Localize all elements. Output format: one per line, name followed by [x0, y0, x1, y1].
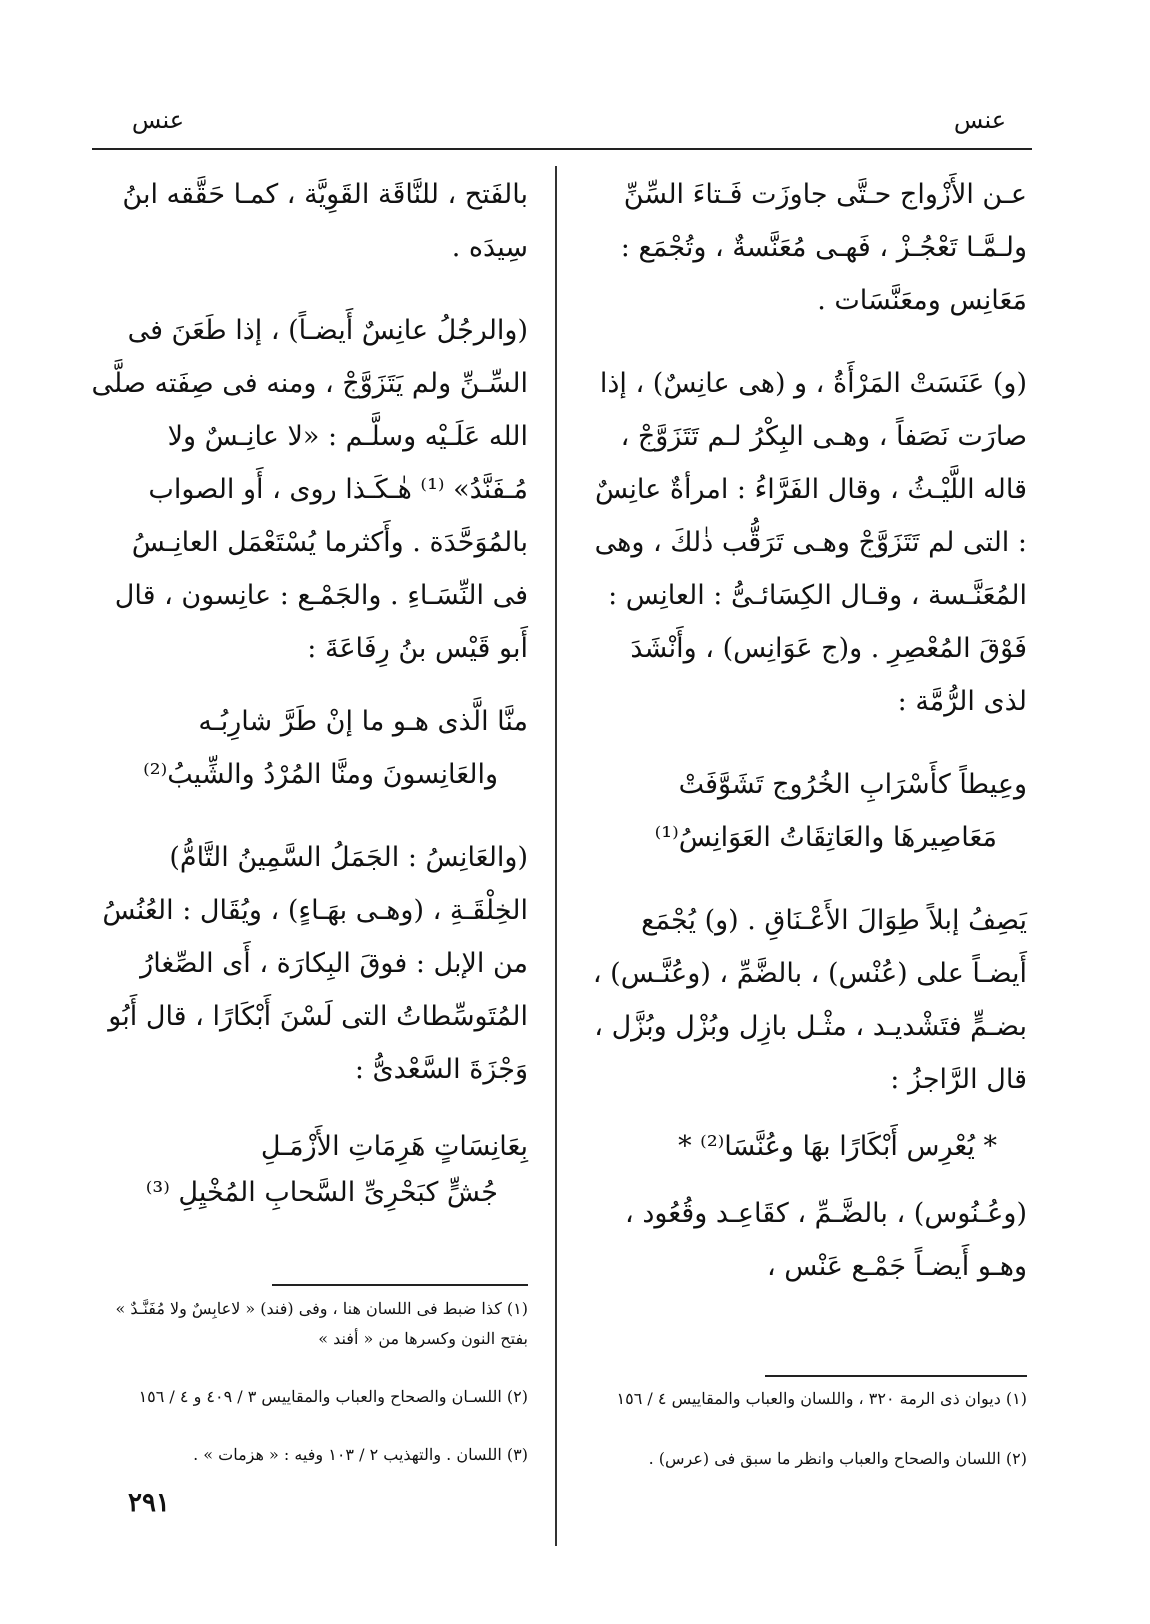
header-rule	[92, 148, 1032, 150]
left-footnote-2: (٢) اللسـان والصحاح والعباب والمقاييس ٣ / ٤٠٩ و ٤ / ١٥٦	[138, 1387, 528, 1406]
left-column	[88, 168, 528, 1213]
header-left-word: عنس	[131, 106, 185, 134]
right-footnote-2: (٢) اللسان والصحاح والعباب وانظر ما سبق فى (عرس) .	[648, 1449, 1027, 1468]
left-verse-1-line-2: والعَانِسونَ ومنَّا المُرْدُ والشِّيبُ⁽²⁾	[143, 759, 498, 790]
right-footnote-1: (١) ديوان ذى الرمة ٣٢٠ ، واللسان والعباب والمقاييس ٤ / ١٥٦	[616, 1389, 1027, 1408]
left-paragraph-3: (والعَانِسُ : الجَمَلُ السَّمِينُ التَّامُّ) الخِلْقَـةِ ، (وهـى بهَـاءٍ) ، ويُقَال : العُنُسُ من الإبل : فوقَ البِكارَة ، أَى الصِّغارُ المُتَوسِّطاتُ التى لَسْنَ أَبْكَارًا ، قال أَبُو وَجْزَةَ السَّعْدىُّ :	[102, 842, 528, 1085]
left-footnote-1: (١) كذا ضبط فى اللسان هنا ، وفى (فند) « لاعابِسٌ ولا مُفَنَّـدٌ » بفتح النون وكسرها من « أفند »	[115, 1299, 528, 1348]
left-footnote-rule	[272, 1284, 528, 1286]
column-divider	[555, 166, 557, 1546]
right-paragraph-2: (و) عَنَسَتْ المَرْأَةُ ، و (هى عانِسٌ) ، إذا صارَت نَصَفاً ، وهـى البِكْرُ لـم تَتَزَوَّجْ ، قاله اللَّيْـثُ ، وقال الفَرَّاءُ : امرأةٌ عانِسٌ : التى لم تَتَزَوَّجْ وهـى تَرَقُّب ذٰلكَ ، وهى المُعَنَّـسة ، وقـال الكِسَائـىُّ : العانِس : فَوْقَ المُعْصِرِ . و(ج عَوَانِس) ، وأَنْشَدَ لذى الرُّمَّة :	[594, 368, 1027, 717]
right-paragraph-3: يَصِفُ إبلاً طِوَالَ الأَعْـنَاقِ . (و) يُجْمَع أَيضـاً على (عُنْس) ، بالضَّمِّ ، (وعُنَّـس) ، بضـمٍّ فتَشْديـد ، مثْـل بازِل وبُزْل وبُزَّل ، قال الرَّاجزُ :	[592, 905, 1027, 1095]
page-number: ٢٩١	[128, 1488, 170, 1518]
right-footnote-rule	[765, 1375, 1027, 1377]
right-column	[585, 168, 1027, 1293]
left-verse-1-line-1: منَّا الَّذى هـو ما إنْ طَرَّ شارِبُـه	[198, 706, 528, 737]
left-verse-2-line-2: جُشٍّ كبَحْرِىِّ السَّحابِ المُخْيِلِ ⁽³⁾	[145, 1177, 498, 1208]
left-paragraph-1: بالفَتح ، للنَّاقَة القَوِيَّة ، كمـا حَقَّقه ابنُ سِيدَه .	[122, 179, 528, 263]
right-paragraph-4: (وعُـنُوس) ، بالضَّـمِّ ، كقَاعِـد وقُعُود ، وهـو أَيضـاً جَمْـع عَنْس ،	[625, 1198, 1027, 1282]
right-verse-2: * يُعْرِس أَبْكَارًا بهَا وعُنَّسَا⁽²⁾ *	[678, 1131, 997, 1162]
header-right-word: عنس	[953, 106, 1007, 134]
right-verse-1-line-2: مَعَاصِيرهَا والعَاتِقَاتُ العَوَانِسُ⁽¹⁾	[654, 822, 997, 853]
left-footnote-3: (٣) اللسان . والتهذيب ٢ / ١٠٣ وفيه : « هزمات » .	[193, 1445, 528, 1464]
left-verse-2-line-1: بِعَانِسَاتٍ هَرِمَاتِ الأَزْمَـلِ	[260, 1131, 528, 1162]
right-paragraph-1: عـن الأَزْواج حـتَّى جاوزَت فَـتاءَ السِّنِّ ولـمَّـا تَعْجُـزْ ، فَهـى مُعَنَّسةٌ ، وتُجْمَع : مَعَانِس ومعَنَّسَات .	[620, 179, 1027, 316]
left-paragraph-2: (والرجُلُ عانِسٌ أَيضـاً) ، إذا طَعَنَ فى السِّـنِّ ولم يَتَزَوَّجْ ، ومنه فى صِفَته صلَّى الله عَلَـيْه وسلَّـم : «لا عانِـسٌ ولا مُـفَنَّدُ» ⁽¹⁾ هٰـكَـذا روى ، أَو الصواب بالمُوَحَّدَة . وأَكثرما يُسْتَعْمَل العانِـسُ فى النِّسَـاءِ . والجَمْـع : عانِسون ، قال أَبو قَيْس بنُ رِفَاعَةَ :	[91, 315, 528, 664]
right-verse-1-line-1: وعِيطاً كأَسْرَابِ الخُرُوج تَشَوَّفَتْ	[678, 769, 1027, 800]
